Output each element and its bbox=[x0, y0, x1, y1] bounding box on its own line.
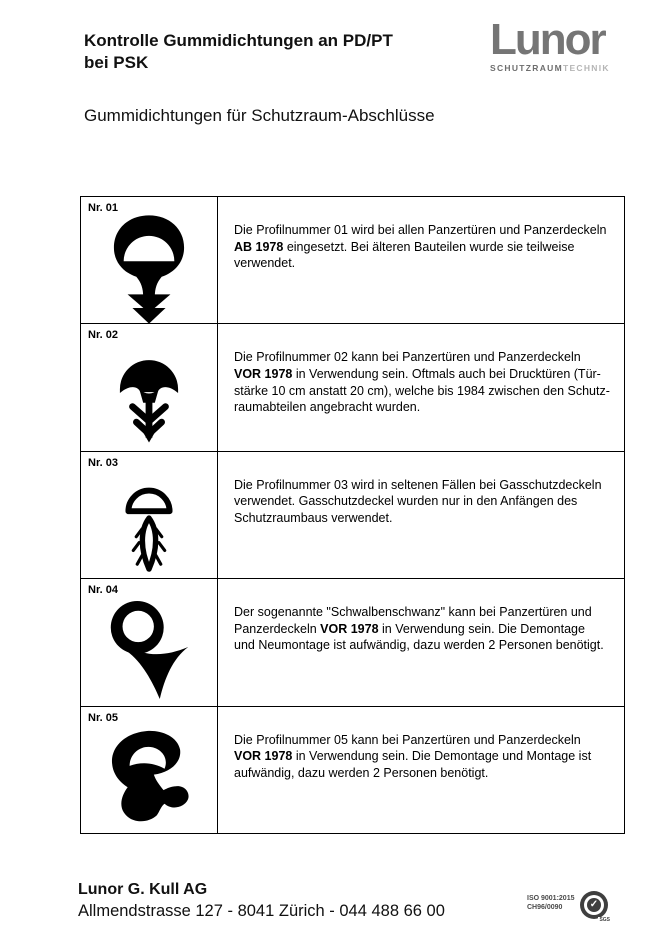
sgs-icon-check: ✓ bbox=[587, 898, 601, 912]
lunor-logo bbox=[490, 15, 630, 73]
page-title-line2: bei PSK bbox=[84, 53, 149, 72]
iso-line1: ISO 9001:2015 bbox=[527, 895, 575, 902]
description-line: verwendet. Gasschutzdeckel wurden nur in den Anfängen des bbox=[234, 494, 578, 509]
footer-address: Allmendstrasse 127 - 8041 Zürich - 044 488 66 00 bbox=[78, 902, 445, 920]
description-line: und Neumontage ist aufwändig, dazu werden 2 Personen benötigt. bbox=[234, 638, 604, 653]
profile-05-icon bbox=[103, 724, 195, 833]
profile-number-label: Nr. 03 bbox=[88, 456, 118, 469]
footer-company-name: Lunor G. Kull AG bbox=[78, 881, 208, 898]
description-line: Die Profilnummer 05 kann bei Panzertüren und Panzerdeckeln bbox=[234, 732, 581, 747]
description-line: stärke 10 cm anstatt 20 cm), welche bis 1984 zwischen den Schutz- bbox=[234, 383, 610, 398]
profile-cell bbox=[81, 707, 218, 833]
description-line: raumabteilen angebracht wurden. bbox=[234, 400, 421, 415]
document-subtitle: Gummidichtungen für Schutzraum-Abschlüsse bbox=[84, 106, 435, 125]
description-line: Schutzraumbaus verwendet. bbox=[234, 511, 393, 525]
profile-description bbox=[218, 579, 624, 705]
profile-cell bbox=[81, 452, 218, 578]
profile-description bbox=[218, 707, 624, 833]
description-line: Die Profilnummer 02 kann bei Panzertüren und Panzerdeckeln bbox=[234, 350, 581, 365]
description-line: Die Profilnummer 03 wird in seltenen Fällen bei Gasschutzdeckeln bbox=[234, 477, 602, 492]
profile-description bbox=[218, 324, 624, 450]
description-line: aufwändig, dazu werden 2 Personen benötigt. bbox=[234, 765, 489, 780]
tagline-dark: SCHUTZRAUM bbox=[490, 63, 563, 73]
iso-line2: CH96/0090 bbox=[527, 904, 563, 911]
profile-number-label: Nr. 05 bbox=[88, 711, 118, 724]
description-line: Panzerdeckeln VOR 1978 in Verwendung sein. Die Demontage bbox=[234, 621, 585, 636]
profile-02-icon bbox=[117, 341, 181, 450]
page-title bbox=[84, 30, 393, 74]
description-line: Die Profilnummer 01 wird bei allen Panzertüren und Panzerdeckeln bbox=[234, 223, 607, 237]
table-row bbox=[81, 197, 624, 323]
table-row bbox=[81, 578, 624, 705]
profile-description bbox=[218, 197, 624, 323]
description-line: AB 1978 eingesetzt. Bei älteren Bauteilen wurde sie teilweise bbox=[234, 239, 575, 254]
description-line: verwendet. bbox=[234, 256, 296, 271]
tagline-light: TECHNIK bbox=[562, 63, 610, 73]
profile-03-icon bbox=[124, 469, 174, 578]
table-row bbox=[81, 706, 624, 833]
description-line: VOR 1978 in Verwendung sein. Oftmals auch bei Drucktüren (Tür- bbox=[234, 367, 601, 381]
profile-description bbox=[218, 452, 624, 578]
table-row bbox=[81, 451, 624, 578]
description-line: VOR 1978 in Verwendung sein. Die Demontage und Montage ist bbox=[234, 749, 592, 764]
profile-cell bbox=[81, 324, 218, 450]
profile-01-icon bbox=[111, 214, 187, 326]
profile-table bbox=[80, 196, 625, 834]
lunor-logo-tagline bbox=[490, 63, 630, 73]
profile-04-icon bbox=[107, 596, 191, 705]
profile-number-label: Nr. 01 bbox=[88, 202, 118, 214]
profile-cell bbox=[81, 579, 218, 705]
description-line: Der sogenannte "Schwalbenschwanz" kann bei Panzertüren und bbox=[234, 605, 592, 620]
profile-cell bbox=[81, 197, 218, 323]
table-row bbox=[81, 323, 624, 450]
iso-certification-text bbox=[527, 894, 574, 912]
sgs-certification-icon bbox=[580, 891, 610, 923]
page-title-line1: Kontrolle Gummidichtungen an PD/PT bbox=[84, 31, 393, 50]
sgs-icon-ring bbox=[584, 895, 604, 915]
profile-number-label: Nr. 04 bbox=[88, 584, 118, 597]
sgs-label: SGS bbox=[599, 917, 610, 923]
lunor-logo-wordmark: Lunor bbox=[490, 15, 605, 64]
profile-number-label: Nr. 02 bbox=[88, 329, 118, 342]
